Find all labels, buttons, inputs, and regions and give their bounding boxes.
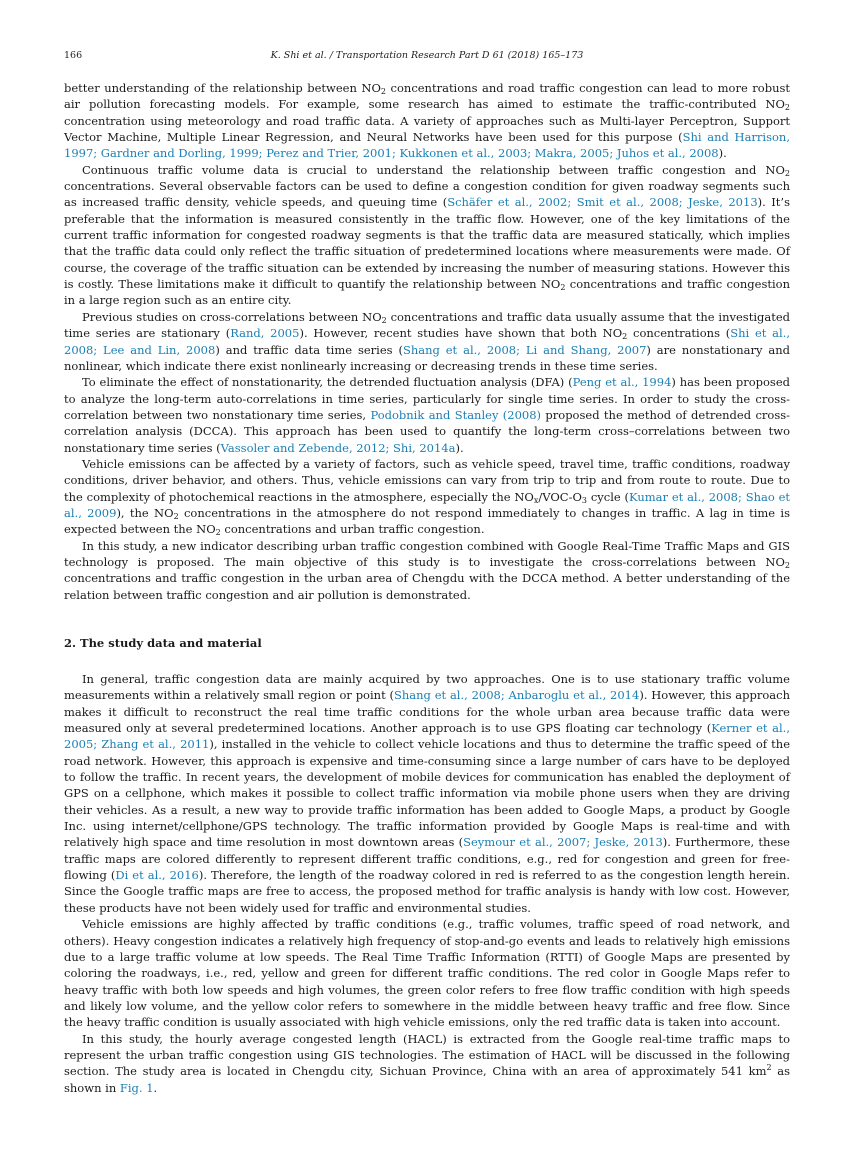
text-run: ). Therefore, the length of the roadway colored in red is referred to as the congestion length herein. Since the Google traffic maps are free to access, the proposed method for traffic analysis is handy with low cost. However, these products have not been widely used for traffic and environmental studies. (64, 868, 791, 915)
text-run: concentrations and traffic congestion in the urban area of Chengdu with the DCCA method. A better understanding of the relation between traffic congestion and air pollution is demonstrated. (64, 571, 790, 602)
text-run: ), the NO (116, 505, 174, 520)
page (64, 50, 790, 1096)
paragraph (64, 309, 790, 374)
subscript: 2 (622, 332, 628, 342)
text-run: ). (718, 146, 727, 161)
text-run: as shown in (64, 1064, 790, 1095)
text-run: ) and traffic data time series ( (215, 342, 403, 357)
text-run: ), installed in the vehicle to collect vehicle locations and thus to determine the traffic speed of the road network. However, this approach is expensive and time-consuming since a large number of cars have to be deployed to follow the traffic. In recent years, the development of mobile devices for communication has enabled the deployment of GPS on a cellphone, which makes it possible to collect traffic information via mobile phone users when they are driving their vehicles. As a result, a new way to provide traffic information has been added to Google Maps, a product by Google Inc. using internet/cellphone/GPS technology. The traffic information provided by Google Maps is real-time and with relatively high space and time resolution in most downtown areas ( (64, 737, 790, 850)
text-run: /VOC-O (538, 489, 582, 504)
text-run: ). It’s preferable that the information is measured consistently in the traffic flow. However, one of the key limitations of the current traffic information for congested roadway segments is that the traffic data are measured statically, which implies that the traffic data could only reflect the traffic situation of predetermined locations where measurements were made. Of course, the coverage of the traffic situation can be extended by increasing the number of measuring stations. However this is costly. These limitations make it difficult to quantify the relationship between NO (64, 195, 790, 292)
text-run: concentrations and traffic congestion in a large region such as an entire city. (64, 277, 790, 308)
text-run: cycle ( (587, 489, 629, 504)
text-run: concentrations and urban traffic congestion. (220, 522, 485, 537)
citation-link[interactable]: Kerner et al., 2005; Zhang et al., 2011 (64, 721, 790, 752)
citation-link[interactable]: Rand, 2005 (230, 326, 300, 341)
citation-link[interactable]: Seymour et al., 2007; Jeske, 2013 (463, 835, 663, 850)
text-run: ) are nonstationary and nonlinear, which indicate there exist nonlinearly increasing or decreasing trends in these time series. (64, 342, 791, 373)
section-heading: 2. The study data and material (64, 636, 262, 650)
subscript: 2 (784, 168, 790, 178)
text-run: In general, traffic congestion data are mainly acquired by two approaches. One is to use stationary traffic volume measurements within a relatively small region or point ( (64, 672, 790, 703)
text-run: Continuous traffic volume data is crucial to understand the relationship between traffic congestion and NO (82, 162, 785, 177)
text-run: proposed the method of detrended cross-correlation analysis (DCCA). This approach has been used to quantify the long-term cross–correlations between two nonstationary time series ( (64, 407, 791, 455)
text-run: ). However, this approach makes it difficult to reconstruct the real time traffic conditions for the whole urban area because traffic data were measured only at several predetermined locations. Another approach is to use GPS floating car technology ( (64, 688, 790, 736)
section-text (64, 671, 790, 1096)
subscript: 3 (581, 495, 587, 505)
citation-link[interactable]: Schäfer et al., 2002; Smit et al., 2008; Jeske, 2013 (447, 195, 758, 210)
citation-link[interactable]: Peng et al., 1994 (572, 375, 672, 390)
subscript: 2 (784, 560, 790, 570)
text-run: concentrations. Several observable factors can be used to define a congestion condition for given roadway segments such as increased traffic density, vehicle speeds, and queuing time ( (64, 179, 790, 210)
paragraph (64, 916, 790, 1030)
text-run: In this study, a new indicator describing urban traffic congestion combined with Google Real-Time Traffic Maps and GIS technology is proposed. The main objective of this study is to investigate the cross-correlations between NO (64, 538, 790, 569)
text-run: concentrations in the atmosphere do not respond immediately to changes in traffic. A lag in time is expected between the NO (64, 505, 790, 537)
subscript: 2 (380, 87, 387, 96)
intro-text (64, 80, 790, 603)
text-run: better understanding of the relationship between NO (64, 81, 381, 95)
superscript: 2 (766, 1063, 772, 1073)
text-run: To eliminate the effect of nonstationarity, the detrended fluctuation analysis (DFA) ( (82, 375, 573, 390)
text-run: Previous studies on cross-correlations between NO (82, 309, 382, 324)
citation-link[interactable]: Shi and Harrison, 1997; Gardner and Dorling, 1999; Perez and Trier, 2001; Kukkonen et al., 2003; Makra, 2005; Juhos et al., 2008 (64, 130, 790, 161)
citation-link[interactable]: Shi et al., 2008; Lee and Lin, 2008 (64, 326, 791, 357)
running-header (64, 50, 790, 64)
paragraph (64, 671, 790, 916)
paragraph (64, 538, 790, 603)
text-run: concentration using meteorology and road traffic data. A variety of approaches such as Multi-layer Perceptron, Support Vector Machine, Multiple Linear Regression, and Neural Networks have been used for this purpose ( (64, 113, 790, 145)
text-run: concentrations and road traffic congestion can lead to more robust air pollution forecasting models. For example, some research has aimed to estimate the traffic-contributed NO (64, 81, 790, 112)
citation-link[interactable]: Fig. 1 (119, 1080, 154, 1095)
subscript: 2 (173, 511, 179, 521)
paragraph (64, 80, 790, 162)
subscript: 2 (381, 315, 387, 325)
citation-link[interactable]: Shang et al., 2008; Anbaroglu et al., 2014 (393, 688, 640, 703)
text-run: In this study, the hourly average congested length (HACL) is extracted from the Google real-time traffic maps to represent the urban traffic congestion using GIS technologies. The estimation of HACL will be discussed in the following section. The study area is located in Chengdu city, Sichuan Province, China with an area of approximately 541 km (64, 1031, 790, 1079)
text-run: concentrations ( (627, 326, 731, 341)
text-run: concentrations and traffic data usually assume that the investigated time series are stationary ( (64, 309, 791, 341)
citation-link[interactable]: Shang et al., 2008; Li and Shang, 2007 (402, 342, 647, 357)
journal-citation: K. Shi et al. / Transportation Research Part D 61 (2018) 165–173 (270, 50, 584, 61)
text-run: ). Furthermore, these traffic maps are colored differently to represent different traffic conditions, e.g., red for congestion and green for free-flowing ( (64, 835, 790, 883)
citation-link[interactable]: Kumar et al., 2008; Shao et al., 2009 (64, 489, 790, 520)
page-number: 166 (64, 50, 83, 61)
text-run: Vehicle emissions can be affected by a variety of factors, such as vehicle speed, travel time, traffic conditions, roadway conditions, driver behavior, and others. Thus, vehicle emissions can vary from trip to trip and from route to route. Due to the complexity of photochemical reactions in the atmosphere, especially the NO (64, 456, 790, 504)
citation-link[interactable]: Di et al., 2016 (115, 868, 199, 883)
paragraph (64, 162, 790, 309)
subscript: 2 (215, 528, 221, 538)
text-run: Vehicle emissions are highly affected by traffic conditions (e.g., traffic volumes, traffic speed of road network, and others). Heavy congestion indicates a relatively high frequency of stop-and-go events and leads to relatively high emissions due to a large traffic volume at low speeds. The Real Time Traffic Information (RTTI) of Google Maps are presented by coloring the roadways, i.e., red, yellow and green for different traffic conditions. The red color in Google Maps refer to heavy traffic with both low speeds and high volumes, the green color refers to free flow traffic condition with high speeds and likely low volume, and the yellow color refers to somewhere in the middle between heavy traffic and free flow. Since the heavy traffic condition is usually associated with high vehicle emissions, only the red traffic data is taken into account. (64, 917, 790, 1030)
paragraph (64, 456, 790, 538)
citation-link[interactable]: Vassoler and Zebende, 2012; Shi, 2014a (220, 440, 456, 455)
text-run: ). (455, 440, 464, 455)
subscript: x (533, 495, 539, 505)
paragraph (64, 374, 790, 456)
citation-link[interactable]: Podobnik and Stanley (2008) (370, 407, 542, 422)
text-run: . (153, 1080, 158, 1095)
subscript: 2 (784, 103, 790, 113)
paragraph (64, 1031, 790, 1096)
text-run: ) has been proposed to analyze the long-term auto-correlations in time series, particularly for single time series. In order to study the cross-correlation between two nonstationary time series, (64, 375, 790, 422)
subscript: 2 (560, 283, 566, 293)
text-run: ). However, recent studies have shown that both NO (299, 326, 623, 341)
